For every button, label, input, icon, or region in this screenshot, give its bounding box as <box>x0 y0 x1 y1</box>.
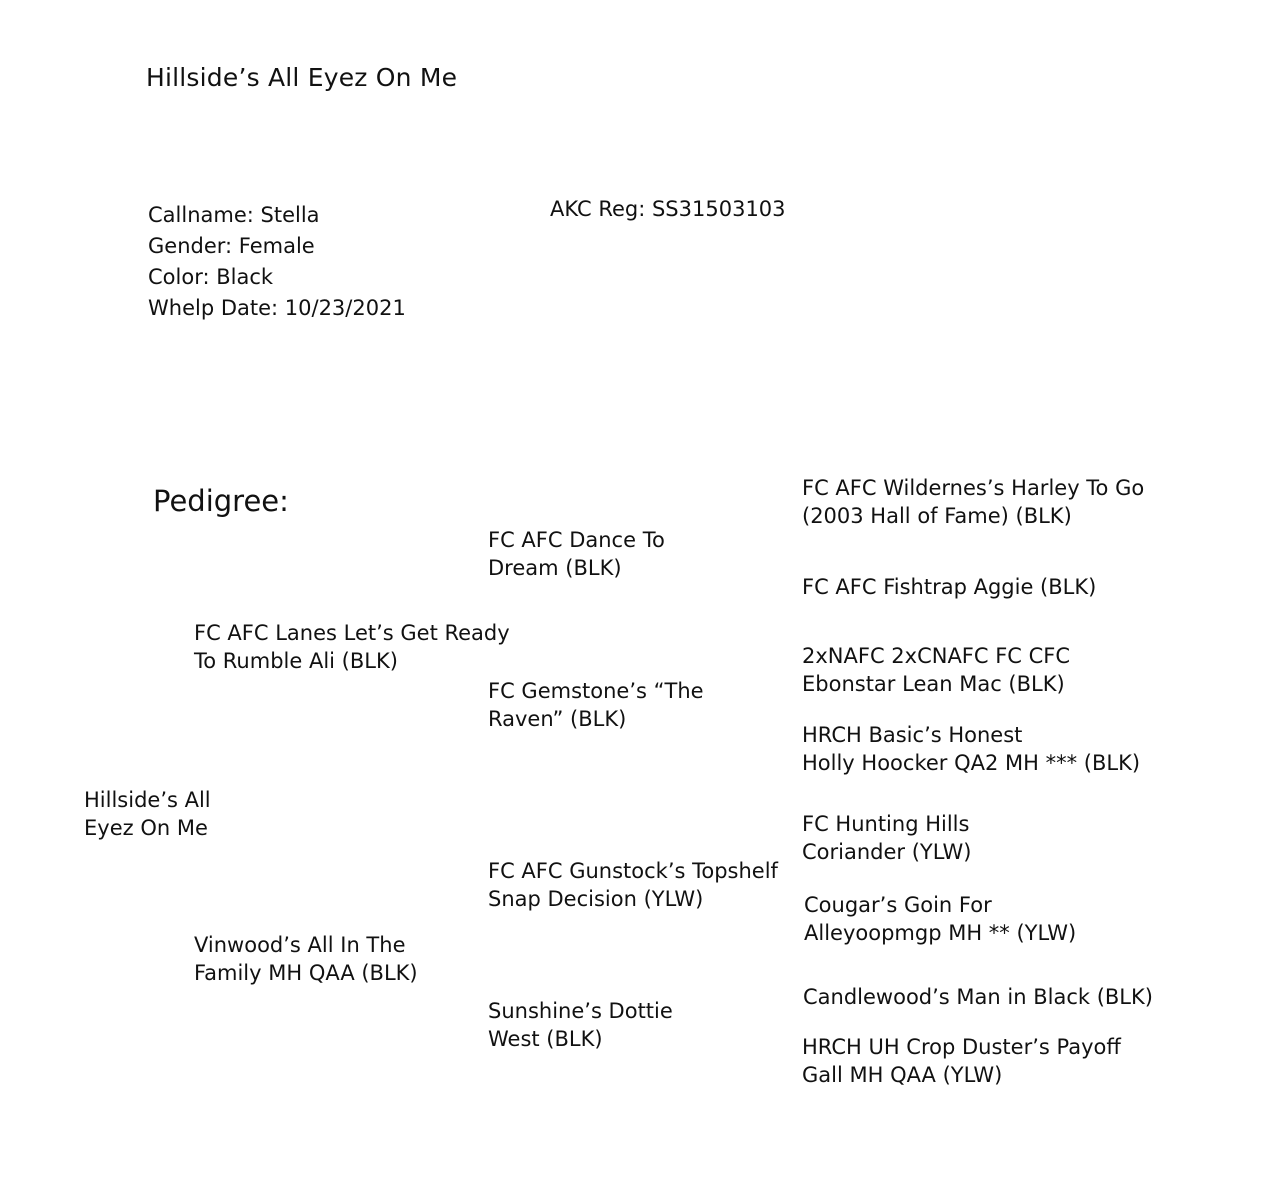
pedigree-line: Snap Decision (YLW) <box>488 887 704 911</box>
pedigree-sire-line: FC AFC Lanes Let’s Get Ready <box>194 621 510 645</box>
dog-details <box>148 200 406 324</box>
pedigree-dam <box>194 931 418 987</box>
pedigree-line: (2003 Hall of Fame) (BLK) <box>802 504 1072 528</box>
pedigree-ggp-6 <box>804 891 1076 947</box>
akc-registration: AKC Reg: SS31503103 <box>550 197 786 221</box>
pedigree-line: Ebonstar Lean Mac (BLK) <box>802 672 1065 696</box>
pedigree-line: FC Gemstone’s “The <box>488 679 704 703</box>
pedigree-ggp-3 <box>802 642 1070 698</box>
pedigree-line: Candlewood’s Man in Black (BLK) <box>803 985 1153 1009</box>
pedigree-heading: Pedigree: <box>153 484 289 518</box>
pedigree-subject-line: Eyez On Me <box>84 816 208 840</box>
pedigree-line: FC Hunting Hills <box>802 812 970 836</box>
gender: Gender: Female <box>148 234 315 258</box>
pedigree-dam-sire <box>488 857 778 913</box>
pedigree-line: Holly Hoocker QA2 MH *** (BLK) <box>802 751 1141 775</box>
pedigree-line: Dream (BLK) <box>488 556 622 580</box>
whelp-date: Whelp Date: 10/23/2021 <box>148 296 406 320</box>
pedigree-line: FC AFC Fishtrap Aggie (BLK) <box>802 575 1097 599</box>
pedigree-sire-dam <box>488 677 704 733</box>
pedigree-ggp-4 <box>802 721 1140 777</box>
callname: Callname: Stella <box>148 203 320 227</box>
pedigree-sire <box>194 619 510 675</box>
pedigree-line: FC AFC Wildernes’s Harley To Go <box>802 476 1145 500</box>
pedigree-ggp-5 <box>802 810 971 866</box>
pedigree-line: HRCH Basic’s Honest <box>802 723 1023 747</box>
pedigree-line: Raven” (BLK) <box>488 707 627 731</box>
pedigree-dam-line: Family MH QAA (BLK) <box>194 961 418 985</box>
pedigree-line: Cougar’s Goin For <box>804 893 992 917</box>
pedigree-line: Gall MH QAA (YLW) <box>802 1063 1003 1087</box>
dog-name-title: Hillside’s All Eyez On Me <box>146 63 458 92</box>
pedigree-ggp-8 <box>802 1033 1121 1089</box>
pedigree-sire-line: To Rumble Ali (BLK) <box>194 649 398 673</box>
pedigree-dam-line: Vinwood’s All In The <box>194 933 406 957</box>
pedigree-line: FC AFC Dance To <box>488 528 665 552</box>
pedigree-line: Sunshine’s Dottie <box>488 999 673 1023</box>
pedigree-sire-sire <box>488 526 665 582</box>
pedigree-line: 2xNAFC 2xCNAFC FC CFC <box>802 644 1071 668</box>
pedigree-subject <box>84 786 211 842</box>
pedigree-line: Alleyoopmgp MH ** (YLW) <box>804 921 1077 945</box>
color: Color: Black <box>148 265 274 289</box>
pedigree-dam-dam <box>488 997 673 1053</box>
pedigree-ggp-2 <box>802 573 1096 601</box>
pedigree-ggp-7 <box>803 983 1153 1011</box>
pedigree-line: FC AFC Gunstock’s Topshelf <box>488 859 778 883</box>
pedigree-ggp-1 <box>802 474 1144 530</box>
pedigree-line: Coriander (YLW) <box>802 840 972 864</box>
pedigree-line: HRCH UH Crop Duster’s Payoff <box>802 1035 1121 1059</box>
pedigree-line: West (BLK) <box>488 1027 603 1051</box>
pedigree-subject-line: Hillside’s All <box>84 788 211 812</box>
